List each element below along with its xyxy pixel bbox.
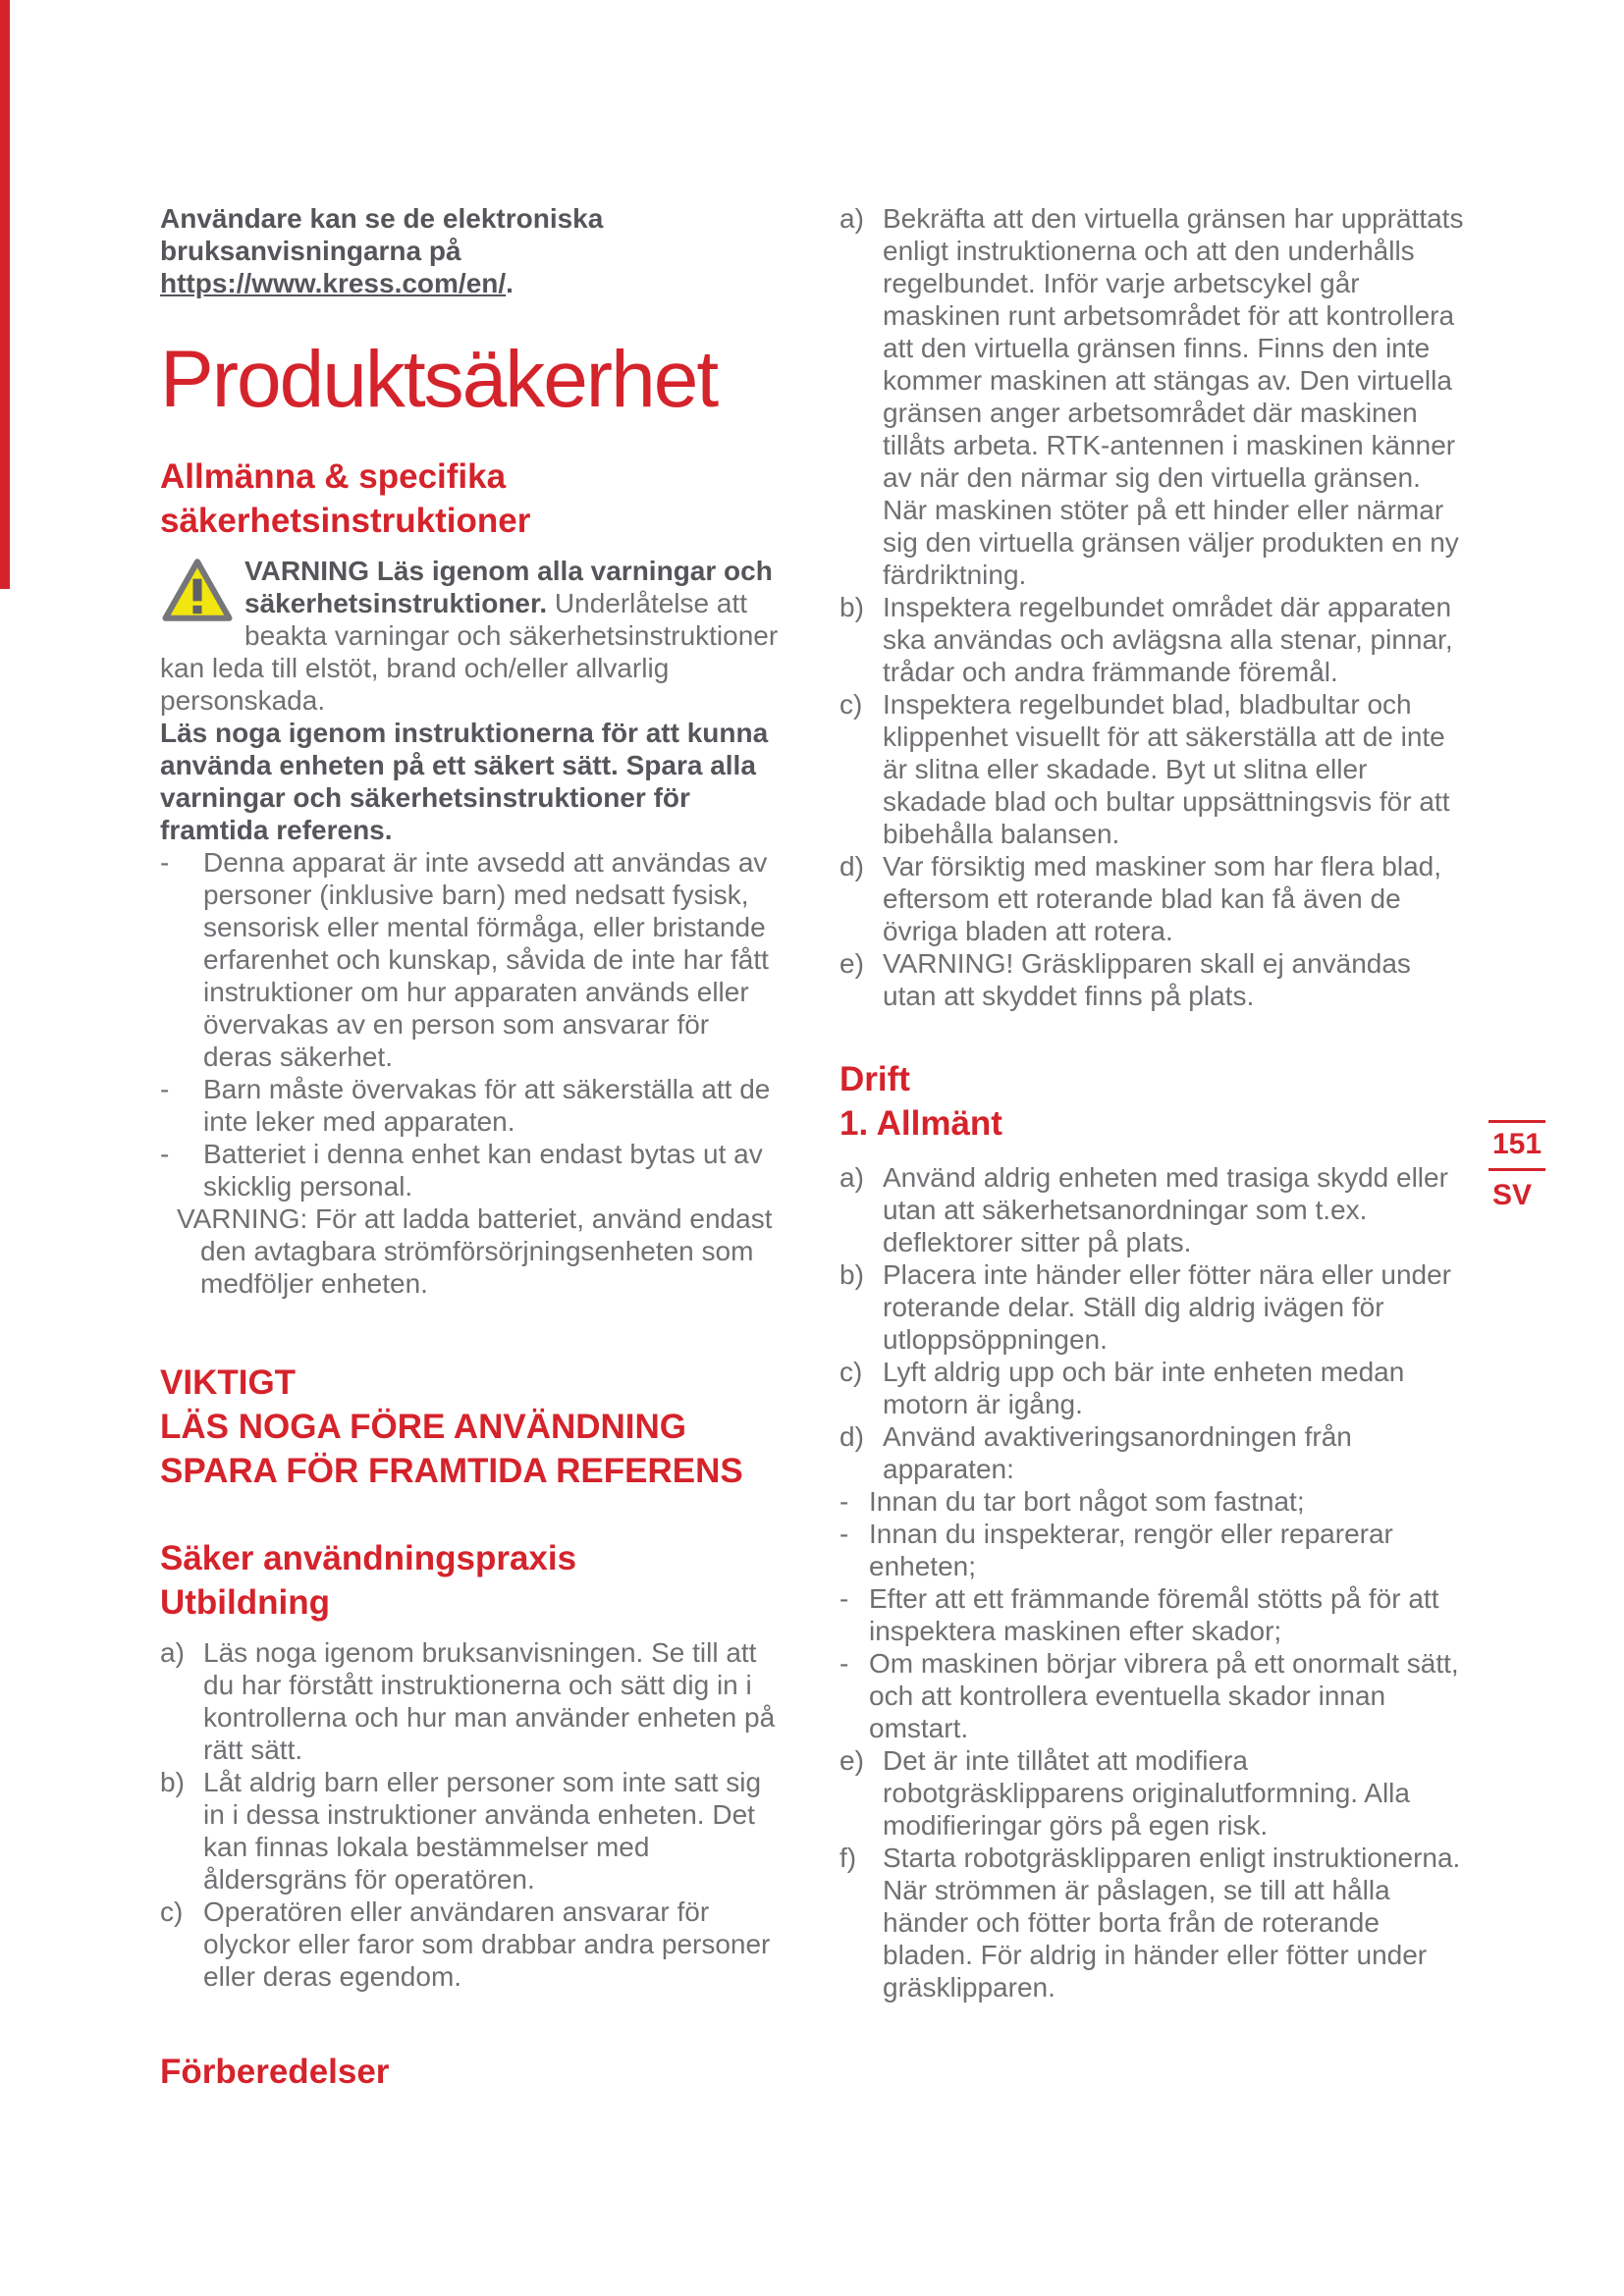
list-item [839,947,1468,1012]
warning-lead-text: VARNING Läs igenom alla varningar och säkerhetsinstruktioner. [244,556,773,618]
page-title: Produktsäkerhet [160,335,718,424]
left-column [160,202,781,2094]
page-edge-accent-bar [0,0,10,589]
list-item-marker: c) [839,689,863,720]
warning-triangle-icon [160,557,235,623]
warning-paragraph [160,555,781,717]
list-item-text: Bekräfta att den virtuella gränsen har upprättats enligt instruktionerna och att den underhålls regelbundet. Inför varje arbetscykel går maskinen runt arbetsområdet för att kontrollera att den virtuella gränsen finns. Finns den inte kommer maskinen att stängas av. Den virtuella gränsen anger arbetsområdet där maskinen tillåts arbeta. RTK-antennen i maskinen känner av när den närmar sig den virtuella gränsen. När maskinen stöter på ett hinder eller närmar sig den virtuella gränsen väljer produkten en ny färdriktning. [883,203,1464,590]
list-item [160,846,781,1073]
list-item-text: VARNING! Gräsklipparen skall ej användas utan att skyddet finns på plats. [883,948,1411,1011]
sub-list-item [839,1582,1468,1647]
list-item-marker: a) [839,1162,864,1193]
list-item-text: Starta robotgräsklipparen enligt instruktionerna. När strömmen är påslagen, se till att hålla händer och fötter borta från de roterande bladen. För aldrig in händer eller fötter under gräsklipparen. [883,1842,1461,2002]
heading-safe-practice: Säker användningspraxis [160,1539,577,1577]
list-item-text: Om maskinen börjar vibrera på ett onormalt sätt, och att kontrollera eventuella skador innan omstart. [869,1648,1459,1743]
list-item-text: Efter att ett främmande föremål stötts på för att inspektera maskinen efter skador; [869,1583,1439,1646]
intro-text-after-link: . [506,268,514,298]
right-column [839,202,1468,2003]
list-item-marker: c) [160,1896,184,1927]
list-item-text: Operatören eller användaren ansvarar för olyckor eller faror som drabbar andra personer eller deras egendom. [203,1896,771,1992]
list-item [839,591,1468,688]
list-item [160,1073,781,1138]
sub-list-item [839,1518,1468,1582]
list-item [839,688,1468,850]
list-item [160,1766,781,1896]
list-item-marker: - [160,1139,170,1169]
list-item-marker: - [839,1583,849,1614]
list-item-marker: - [839,1486,849,1517]
page-marker-rule-bottom [1489,1168,1545,1171]
list-item-marker: b) [839,592,864,622]
intro-paragraph [160,202,781,299]
heading-operation-general: 1. Allmänt [839,1104,1002,1143]
page-marker [1489,1120,1545,1210]
sub-list-item [839,1647,1468,1744]
intro-text-before-link: Användare kan se de elektroniska bruksanvisningarna på [160,203,604,266]
page-number: 151 [1492,1128,1543,1160]
list-item [839,1842,1468,2003]
list-item-marker: a) [839,203,864,234]
important-line: SPARA FÖR FRAMTIDA REFERENS [160,1452,743,1490]
list-item-marker: - [160,1074,170,1104]
safe-practice-heading-block [160,1536,781,1625]
list-item [839,1161,1468,1258]
list-item-text: Barn måste övervakas för att säkerställa att de inte leker med apparaten. [203,1074,771,1137]
warning-emphasis-text: Läs noga igenom instruktionerna för att kunna använda enheten på ett säkert sätt. Spara alla varningar och säkerhetsinstruktioner för framtida referens. [160,718,769,845]
list-item [839,202,1468,591]
list-item-text: Var försiktig med maskiner som har flera blad, eftersom ett roterande blad kan få även de övriga bladen att rotera. [883,851,1442,946]
list-item-text: Inspektera regelbundet blad, bladbultar och klippenhet visuellt för att säkerställa att de inte är slitna eller skadade. Byt ut slitna eller skadade blad och bultar uppsättningsvis för att bibehålla balansen. [883,689,1450,849]
list-item-text: Använd aldrig enheten med trasiga skydd eller utan att säkerhetsanordningar som t.ex. deflektorer sitter på plats. [883,1162,1448,1257]
list-item [839,850,1468,947]
list-item-marker: - [839,1519,849,1549]
list-item-marker: e) [839,948,864,979]
list-item-text: Placera inte händer eller fötter nära eller under roterande delar. Ställ dig aldrig ivägen för utloppsöppningen. [883,1259,1452,1355]
list-item [839,1420,1468,1485]
list-item-text: Denna apparat är inte avsedd att användas av personer (inklusive barn) med nedsatt fysisk, sensorisk eller mental förmåga, eller bristande erfarenhet och kunskap, såvida de inte har fått instruktioner om hur apparaten används eller övervakas av en person som ansvarar för deras säkerhet. [203,847,769,1072]
list-item [160,1138,781,1202]
list-item-marker: - [160,847,170,878]
list-item-marker: c) [839,1357,863,1387]
list-item-text: Innan du inspekterar, rengör eller reparerar enheten; [869,1519,1393,1581]
important-block [160,1361,781,1493]
charging-warning-note: VARNING: För att ladda batteriet, använd endast den avtagbara strömförsörjningsenheten som medföljer enheten. [177,1203,773,1299]
list-item-marker: b) [160,1767,185,1797]
list-item-text: Lyft aldrig upp och bär inte enheten medan motorn är igång. [883,1357,1405,1419]
important-line: LÄS NOGA FÖRE ANVÄNDNING [160,1408,687,1446]
list-item-marker: d) [839,1421,864,1452]
list-item [839,1356,1468,1420]
list-item-marker: b) [839,1259,864,1290]
heading-training: Utbildning [160,1583,331,1622]
list-item-text: Innan du tar bort något som fastnat; [869,1486,1305,1517]
language-code: SV [1492,1179,1533,1211]
list-item-marker: - [839,1648,849,1679]
heading-general-safety: Allmänna & specifika säkerhetsinstruktioner [160,457,531,540]
list-item-text: Inspektera regelbundet området där apparaten ska användas och avlägsna alla stenar, pinnar, trådar och andra främmande föremål. [883,592,1453,687]
list-item-text: Läs noga igenom bruksanvisningen. Se till att du har förstått instruktionerna och sätt dig in i kontrollerna och hur man använder enheten på rätt sätt. [203,1637,776,1765]
list-item [160,1636,781,1766]
manual-url-link[interactable]: https://www.kress.com/en/ [160,268,507,298]
operation-heading-block [839,1057,1468,1146]
list-item [839,1258,1468,1356]
list-item-text: Använd avaktiveringsanordningen från apparaten: [883,1421,1352,1484]
heading-operation: Drift [839,1060,910,1098]
list-item-marker: a) [160,1637,185,1668]
list-item-text: Batteriet i denna enhet kan endast bytas ut av skicklig personal. [203,1139,763,1201]
list-item-marker: e) [839,1745,864,1776]
heading-preparations: Förberedelser [160,2053,390,2091]
important-line: VIKTIGT [160,1363,297,1402]
list-item-text: Det är inte tillåtet att modifiera robotgräsklipparens originalutformning. Alla modifieringar görs på egen risk. [883,1745,1410,1841]
list-item-marker: f) [839,1842,857,1873]
warning-body-text: Underlåtelse att beakta varningar och säkerhetsinstruktioner kan leda till elstöt, brand och/eller allvarlig personskada. [160,588,779,716]
page-marker-rule-top [1489,1120,1545,1123]
list-item [160,1896,781,1993]
list-item [839,1744,1468,1842]
sub-list-item [839,1485,1468,1518]
list-item-text: Låt aldrig barn eller personer som inte satt sig in i dessa instruktioner använda enheten. Det kan finnas lokala bestämmelser med åldersgräns för operatören. [203,1767,762,1895]
list-item-marker: d) [839,851,864,881]
